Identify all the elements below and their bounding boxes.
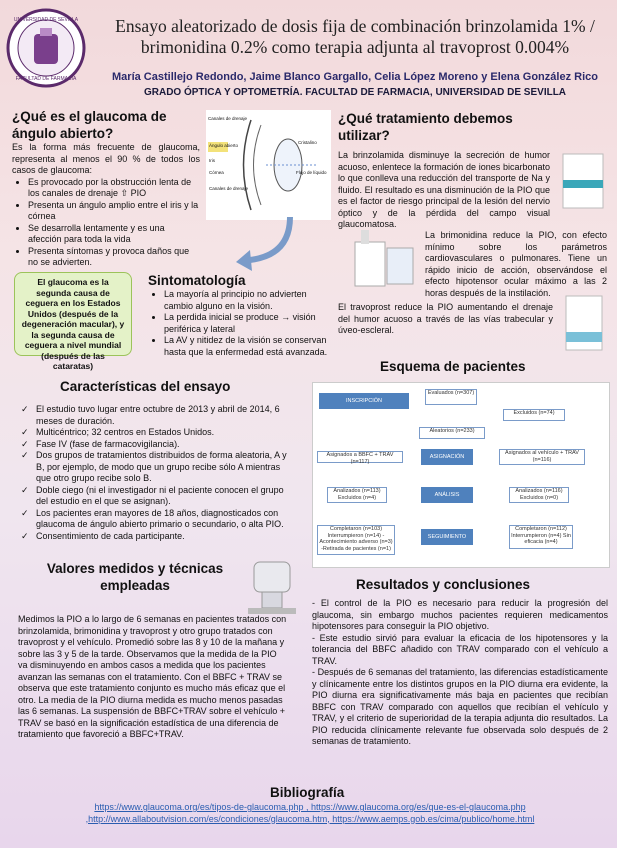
flow-box: Asignados a BBFC + TRAV (n=117) bbox=[317, 451, 403, 463]
tratamiento-section bbox=[338, 110, 608, 144]
list-item: ✓ Los pacientes eran mayores de 18 años, diagnosticados con glaucoma de ángulo abierto primario o secundario, o alta PIO. bbox=[34, 508, 288, 531]
list-item: ✓ Consentimiento de cada participante. bbox=[34, 531, 288, 543]
poster-title: Ensayo aleatorizado de dosis fija de combinación brinzolamida 1% / brimonidina 0.2% como terapia adjunta al travoprost 0.004% bbox=[115, 16, 595, 57]
resultados-section bbox=[312, 598, 608, 748]
flow-box: Asignados al vehículo + TRAV (n=116) bbox=[499, 449, 585, 465]
list-item: • La AV y nitidez de la visión se conservan hasta que la enfermedad está avanzada. bbox=[164, 335, 336, 358]
eye-diagram bbox=[206, 110, 331, 220]
resultados-heading: Resultados y conclusiones bbox=[356, 577, 531, 592]
glaucoma-intro: Es la forma más frecuente de glaucoma, representa al menos el 90 % de todos los casos de glaucoma: bbox=[12, 142, 200, 175]
list-item: • Presenta síntomas y provoca daños que no se advierten. bbox=[28, 246, 200, 269]
glaucoma-list bbox=[12, 177, 200, 269]
sintomatologia-heading: Sintomatología bbox=[148, 273, 246, 288]
list-item: ✓ El estudio tuvo lugar entre octubre de 2013 y abril de 2014, 6 meses de duración. bbox=[34, 404, 288, 427]
flow-bar: INSCRIPCIÓN bbox=[319, 393, 409, 409]
patient-flowchart bbox=[312, 382, 610, 568]
flow-bar: ASIGNACIÓN bbox=[421, 449, 473, 465]
caracteristicas-list bbox=[20, 404, 288, 542]
flow-box: Analizados (n=113) Excluidos (n=4) bbox=[327, 487, 387, 503]
curved-arrow-icon bbox=[230, 215, 310, 275]
list-item: ✓ Doble ciego (ni el investigador ni el paciente conocen el grupo del estudio en el que se asignan). bbox=[34, 485, 288, 508]
esquema-heading: Esquema de pacientes bbox=[380, 359, 526, 374]
callout-text: El glaucoma es la segunda causa de ceguera en los Estados Unidos (después de la degeneración macular), y la segunda causa de ceguera a nivel mundial (después de las cataratas) bbox=[21, 277, 125, 371]
glaucoma-heading: ¿Qué es el glaucoma de ángulo abierto? bbox=[12, 109, 167, 141]
flow-box: Excluidos (n=74) bbox=[503, 409, 565, 421]
diagram-label: Canales de drenaje bbox=[209, 186, 249, 191]
valores-heading: Valores medidos y técnicas empleadas bbox=[46, 561, 224, 593]
svg-text:FACULTAD DE FARMACIA: FACULTAD DE FARMACIA bbox=[15, 76, 77, 82]
brimonidina-text: La brimonidina reduce la PIO, con efecto mínimo sobre los parámetros cardiovasculares o pulmonares. Tiene un rápido inicio de acción, observándose el efecto hipotensor ocular máximo a las 2 horas después de la instilación. bbox=[425, 230, 607, 298]
travoprost-text: El travoprost reduce la PIO aumentando el drenaje del humor acuoso a través de las vías trabecular y úveo-escleral. bbox=[338, 302, 553, 335]
glaucoma-callout bbox=[14, 272, 132, 371]
travoprost-box-image bbox=[560, 292, 610, 354]
sintomatologia-list bbox=[148, 289, 336, 358]
caracteristicas-section bbox=[20, 404, 288, 542]
flow-box: Aleatorios (n=233) bbox=[419, 427, 485, 439]
authors-block bbox=[100, 70, 610, 100]
diagram-label: Córnea bbox=[209, 170, 224, 175]
diagram-label: Flujo de líquido bbox=[296, 170, 327, 175]
drug-bottle-image bbox=[345, 228, 420, 290]
diagram-label: Cristalino bbox=[298, 140, 317, 145]
authors: María Castillejo Redondo, Jaime Blanco Gargallo, Celia López Moreno y Elena González Rico bbox=[112, 71, 598, 83]
list-item: ✓ Dos grupos de tratamientos distribuidos de forma aleatoria, A y B, por ejemplo, de modo que un grupo recibe sólo A mientras que otro grupo recibe solo B. bbox=[34, 450, 288, 485]
tonometer-image bbox=[240, 556, 306, 618]
bibliografia-heading: Bibliografía bbox=[270, 785, 345, 800]
tratamiento-heading: ¿Qué tratamiento debemos utilizar? bbox=[338, 111, 513, 143]
diagram-label: Ángulo abierto bbox=[209, 143, 239, 148]
sintomatologia-section bbox=[148, 272, 336, 358]
flow-box: Analizados (n=116) Excluidos (n=0) bbox=[509, 487, 569, 503]
flow-box: Evaluados (n=307) bbox=[425, 389, 477, 405]
resultados-p2: - Este estudio sirvió para evaluar la eficacia de los hipotensores y la tolerancia del BBFC añadido con TRAV comparado con el vehículo a TRAV. bbox=[312, 632, 608, 666]
affiliation: GRADO ÓPTICA Y OPTOMETRÍA. FACULTAD DE FARMACIA, UNIVERSIDAD DE SEVILLA bbox=[143, 87, 567, 98]
svg-text:UNIVERSIDAD DE SEVILLA: UNIVERSIDAD DE SEVILLA bbox=[13, 17, 79, 23]
list-item: • Es provocado por la obstrucción lenta de los canales de drenaje ⇧ PIO bbox=[28, 177, 200, 200]
resultados-p1: - El control de la PIO es necesario para reducir la progresión del glaucoma, sin embargo muchos pacientes requieren medicamentos hipotensores para conseguir la PIO objetivo. bbox=[312, 598, 608, 631]
caracteristicas-heading: Características del ensayo bbox=[60, 379, 231, 394]
list-item: • La mayoría al principio no advierten cambio alguno en la visión. bbox=[164, 289, 336, 312]
flow-box: Completaron (n=103) Interrumpieron (n=14) -Acontecimiento adverso (n=3) -Retirada de pacientes (n=1) bbox=[317, 525, 395, 555]
drug-box-image bbox=[555, 150, 610, 212]
university-logo bbox=[6, 8, 86, 88]
glaucoma-section bbox=[12, 108, 200, 269]
resultados-p3: - Después de 6 semanas del tratamiento, las diferencias estadísticamente y clínicamente entre los distintos grupos en la PIO diurna era evidente, la PIO diurna era significativamente más baja en pacientes que recibían BBFC con TRAV comparado con aquellos que recibían el vehículo y TRAV, y el criterio de superioridad de la terapia adjunta dio resultados. La PIO reducida clínicamente relevante fue observada solo después de 2 semanas de tratamiento. bbox=[312, 667, 608, 746]
brinzolamida-text: La brinzolamida disminuye la secreción de humor acuoso, enlentece la formación de iones bicarbonato lo que conlleva una reducción del transporte de Na y fluido. El resultado es una disminución de la PIO que es el factor de riesgo principal de la lesión del nervio óptico y de la pérdida del campo visual glaucomatosa. bbox=[338, 150, 550, 229]
reference-link[interactable]: ,http://www.allaboutvision.com/es/condiciones/glaucoma.htm, https://www.aemps.gob.es/cima/publico/home.html bbox=[85, 813, 535, 824]
list-item: • Se desarrolla lentamente y es una afección para toda la vida bbox=[28, 223, 200, 246]
reference-link[interactable]: https://www.glaucoma.org/es/tipos-de-glaucoma.php , https://www.glaucoma.org/es/que-es-el-glaucoma.php bbox=[94, 802, 526, 812]
list-item: ✓ Multicéntrico; 32 centros en Estados Unidos. bbox=[34, 427, 288, 439]
diagram-label: Canales de drenaje bbox=[208, 116, 248, 121]
flow-bar: SEGUIMIENTO bbox=[421, 529, 473, 545]
list-item: • La perdida inicial se produce → visión periférica y lateral bbox=[164, 312, 336, 335]
flow-box: Completaron (n=112) Interrumpieron (n=4) Sin eficacia (n=4) bbox=[509, 525, 573, 549]
valores-text: Medimos la PIO a lo largo de 6 semanas en pacientes tratados con brinzolamida, brimonidina y travoprost y otro grupo tratados con travoprost y el vehículo. Promedió sobre las 8 y 10 de la mañana y sobre las 3 y 5 de la tarde. Observamos que la medida de la PIO va disminuyendo en ambos casos a medida que los pacientes avanzan las semanas con el tratamiento. Con el BBFC + TRAV se observa que este tratamiento conjunto es mucho más eficaz que el otro. La media de la PIO diurna medida es mucho menos pasadas las 6 semanas. La suspensión de BBFC+TRAV sobre el vehículo + TRAV se basó en la significación estadística de una diferencia de tratamiento que favoreció a BBFC+TRAV. bbox=[18, 614, 287, 739]
diagram-label: Iris bbox=[209, 158, 215, 163]
list-item: ✓ Fase IV (fase de farmacovigilancia). bbox=[34, 439, 288, 451]
flow-bar: ANÁLISIS bbox=[421, 487, 473, 503]
bibliografia-section bbox=[40, 802, 580, 825]
list-item: • Presenta un ángulo amplio entre el iris y la córnea bbox=[28, 200, 200, 223]
